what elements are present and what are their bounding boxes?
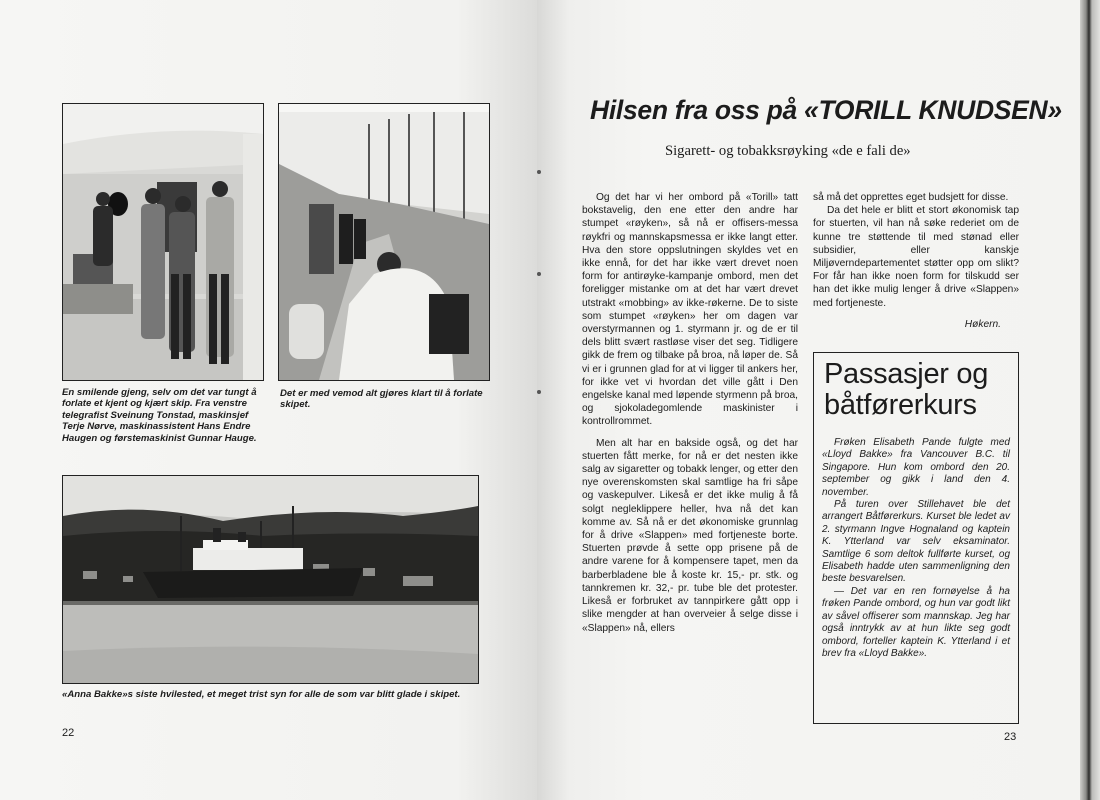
ship-caption: «Anna Bakke»s siste hvilested, et meget trist syn for alle de som var blitt glade i skipet. [62,689,461,700]
paragraph: Og det har vi her ombord på «Torill» tatt bokstavelig, den ene etter den andre har stumpet «røyken», så nå er offisers-messa røykfri og mannskapsmessa er ikke langt etter. Hva den store oppslutningen skyldes vet en ikke ennå, for det har ikke vært drevet noen form for antirøyke-kampanje ombord, men det foreligger mistanke om at det har vært drevet utstrakt «mobbing» av ikke-røkerne. De to siste som stumpet «røyken» her om dagen var overstyrmannen og 1. styrmann jr. og de er til dels blitt svært rastløse viser det seg. Tidligere gikk de frem og tilbake på broa, nå løper de. Så vi er i grunnen glad for at vi ligger til ankers her, for ikke vet vi hvordan det ville gått i Den engelske kanal med løpende styrmenn på broa, og sjokoladegomlende maskinister i kontrollrommet. [582,192,798,428]
paragraph: Frøken Elisabeth Pande fulgte med «Lloyd Bakke» fra Vancouver B.C. til Singapore. Hun kom ombord den 20. september og gikk i land den 4. november. [822,437,1010,498]
ship-photo [62,475,479,684]
book-edge [1080,0,1100,800]
left-page [0,0,537,800]
crew-photo [62,103,264,381]
margin-mark [537,170,541,174]
article-title: Hilsen fra oss på «TORILL KNUDSEN» [590,95,1062,125]
box-heading: Passasjer og båtførerkurs [824,358,989,421]
paragraph: — Det var en ren fornøyelse å ha frøken Pande ombord, og hun var godt likt av såvel offiserer som mannskap. Jeg har også inntrykk av at hun likte seg godt ombord, forteller kaptein K. Ytterland i et brev fra «Lloyd Bakke». [822,585,1010,659]
article-subtitle: Sigarett- og tobakksrøyking «de e fali de» [665,143,911,159]
crew-caption: En smilende gjeng, selv om det var tungt å forlate et kjent og kjært skip. Fra venstre telegrafist Sveinung Tonstad, maskinsjef Terje Nørve, maskinassistent Hans Endre Haugen og førstemaskinist Gunnar Hauge. [62,387,257,444]
article-column-1 [582,191,798,635]
deck-caption: Det er med vemod alt gjøres klart til å forlate skipet. [280,388,483,411]
paragraph: Men alt har en bakside også, og det har stuerten fått merke, for nå er det nesten ikke salg av sigaretter og tobakk lenger, og etter den nye overenskomsten skal samtlige ha fri såpe og vaskepulver. Likeså er det ikke mulig å få solgt negleklippere heller, hva nå det kan komme av. Så nå er det økonomiske grunnlag for å drive «Slappen» med fortjeneste borte. Stuerten prøvde å sette opp prisene på de andre varene for å kompensere tapet, men da barberbladene ble å koste kr. 15,- pr. stk. og tannkremen kr. 32,- pr. tube ble det protester. Likeså er forbruket av tannpirkere gått opp i slike mengder at han overveier å selge disse i «Slappen» nå, ellers [582,437,798,634]
margin-mark [537,272,541,276]
paragraph: så må det opprettes eget budsjett for disse. [813,192,1009,203]
signature: Høkern. [964,318,1001,330]
page-number-right: 23 [1004,731,1017,743]
paragraph: Da det hele er blitt et stort økonomisk tap for stuerten, vil han nå søke rederiet om de kunne tre støttende til med stønad eller subsidier, eller kanskje Miljøverndepartementet støtter opp om slikt? For får han ikke noen form for tilskudd ser han det ikke mulig lenger å drive «Slappen» med fortjeneste. [813,205,1019,309]
page-number-left: 22 [62,727,75,739]
article-column-2 [813,191,1019,331]
box-text [822,437,1010,660]
deck-photo [278,103,490,381]
margin-mark [537,390,541,394]
news-box [813,352,1019,724]
paragraph: På turen over Stillehavet ble det arrangert Båtførerkurs. Kurset ble ledet av 2. styrmann Ingve Hognaland og kaptein K. Ytterland var selv eksaminator. Samtlige 6 som deltok fullførte kurset, og Elisabeth hadde uten sammenligning den beste besvarelsen. [822,499,1010,585]
